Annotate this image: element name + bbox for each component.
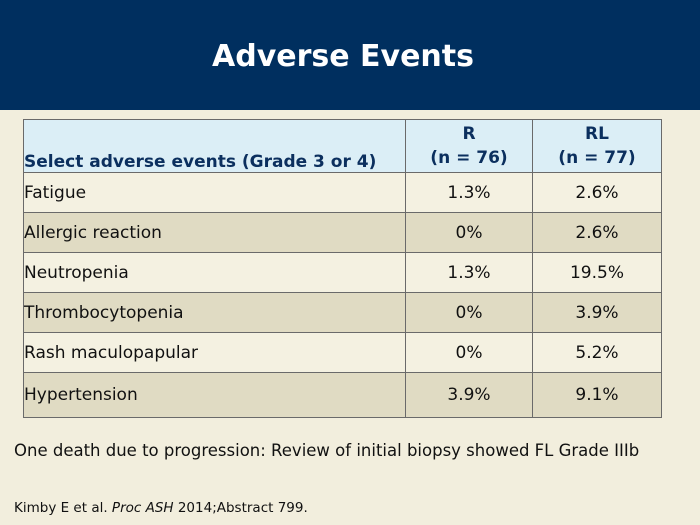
table-row	[24, 213, 662, 253]
header-adverse-events: Select adverse events (Grade 3 or 4)	[24, 120, 406, 173]
citation-rest: 2014;Abstract 799.	[173, 500, 308, 516]
r-value: 3.9%	[406, 373, 533, 418]
r-value: 1.3%	[406, 173, 533, 213]
header-r	[406, 120, 533, 173]
citation-authors: Kimby E et al.	[14, 500, 112, 516]
footnote-death: One death due to progression: Review of initial biopsy showed FL Grade IIIb	[14, 441, 640, 460]
event-name: Neutropenia	[24, 253, 406, 293]
title-banner	[0, 0, 700, 110]
slide-title: Adverse Events	[212, 39, 474, 74]
table-row	[24, 253, 662, 293]
event-name: Thrombocytopenia	[24, 293, 406, 333]
header-r-n: (n = 76)	[430, 148, 508, 168]
table-row	[24, 333, 662, 373]
rl-value: 5.2%	[533, 333, 662, 373]
rl-value: 9.1%	[533, 373, 662, 418]
adverse-events-table	[23, 119, 662, 418]
citation-journal: Proc ASH	[111, 500, 174, 516]
header-rl-name: RL	[585, 124, 609, 144]
table-row	[24, 293, 662, 333]
header-rl	[533, 120, 662, 173]
event-name: Fatigue	[24, 173, 406, 213]
rl-value: 2.6%	[533, 173, 662, 213]
r-value: 0%	[406, 333, 533, 373]
r-value: 1.3%	[406, 253, 533, 293]
table-row	[24, 373, 662, 418]
citation	[14, 500, 308, 516]
rl-value: 19.5%	[533, 253, 662, 293]
event-name: Rash maculopapular	[24, 333, 406, 373]
rl-value: 2.6%	[533, 213, 662, 253]
header-rl-n: (n = 77)	[558, 148, 636, 168]
event-name: Allergic reaction	[24, 213, 406, 253]
r-value: 0%	[406, 293, 533, 333]
r-value: 0%	[406, 213, 533, 253]
table-row	[24, 173, 662, 213]
rl-value: 3.9%	[533, 293, 662, 333]
table-header-row	[24, 120, 662, 173]
header-r-name: R	[462, 124, 476, 144]
event-name: Hypertension	[24, 373, 406, 418]
